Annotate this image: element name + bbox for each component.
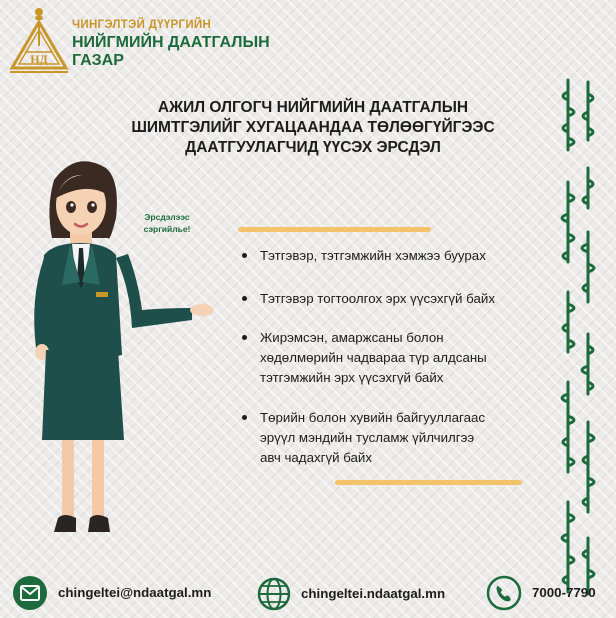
bullet-dot (242, 296, 247, 301)
envelope-icon[interactable] (12, 575, 48, 611)
accent-bar-top (238, 227, 431, 232)
page-title (118, 98, 508, 158)
bullet-dot (242, 415, 247, 420)
list-item-line: тэтгэмжийн эрх үүсэхгүй байх (260, 370, 444, 385)
org-name-line3: ГАЗАР (72, 52, 124, 69)
footer-website[interactable]: chingeltei.ndaatgal.mn (301, 586, 446, 601)
list-item-line: хөдөлмөрийн чадвараа түр алдсаны (260, 350, 487, 365)
bullet-dot (242, 335, 247, 340)
list-item-line: Тэтгэвэр тогтоолгох эрх үүсэхгүй байх (260, 291, 495, 306)
list-item-line: эрүүл мэндийн тусламж үйлчилгээ (260, 430, 475, 445)
speech-bubble (128, 211, 206, 235)
org-name-line2: НИЙГМИЙН ДААТГАЛЫН (72, 34, 270, 51)
title-line1: АЖИЛ ОЛГОГЧ НИЙГМИЙН ДААТГАЛЫН (157, 99, 469, 116)
svg-text:НД: НД (30, 52, 48, 66)
bullet-dot (242, 253, 247, 258)
list-item-line: Тэтгэвэр, тэтгэмжийн хэмжээ буурах (260, 248, 486, 263)
bubble-line1: Эрсдэлээс (144, 212, 190, 222)
mongolian-script-decoration (548, 72, 604, 602)
accent-bar-bottom (335, 480, 522, 485)
footer-phone[interactable]: 7000-7790 (532, 585, 596, 600)
globe-icon[interactable] (256, 576, 292, 612)
title-line3: ДААТГУУЛАГЧИД ҮҮСЭХ ЭРСДЭЛ (185, 139, 441, 156)
phone-icon[interactable] (486, 575, 522, 611)
org-name-line1: ЧИНГЭЛТЭЙ ДҮҮРГИЙН (72, 19, 212, 31)
list-item-line: Жирэмсэн, амаржсаны болон (260, 330, 444, 345)
ndaatgal-logo-icon (8, 6, 70, 76)
list-item-line: авч чадахгүй байх (260, 450, 373, 465)
title-line2: ШИМТГЭЛИЙГ ХУГАЦААНДАА ТӨЛӨӨГҮЙГЭЭС (131, 119, 495, 136)
bubble-line2: сэргийлье! (143, 224, 191, 234)
list-item-line: Төрийн болон хувийн байгууллагаас (260, 410, 486, 425)
footer-email[interactable]: chingeltei@ndaatgal.mn (58, 585, 212, 600)
